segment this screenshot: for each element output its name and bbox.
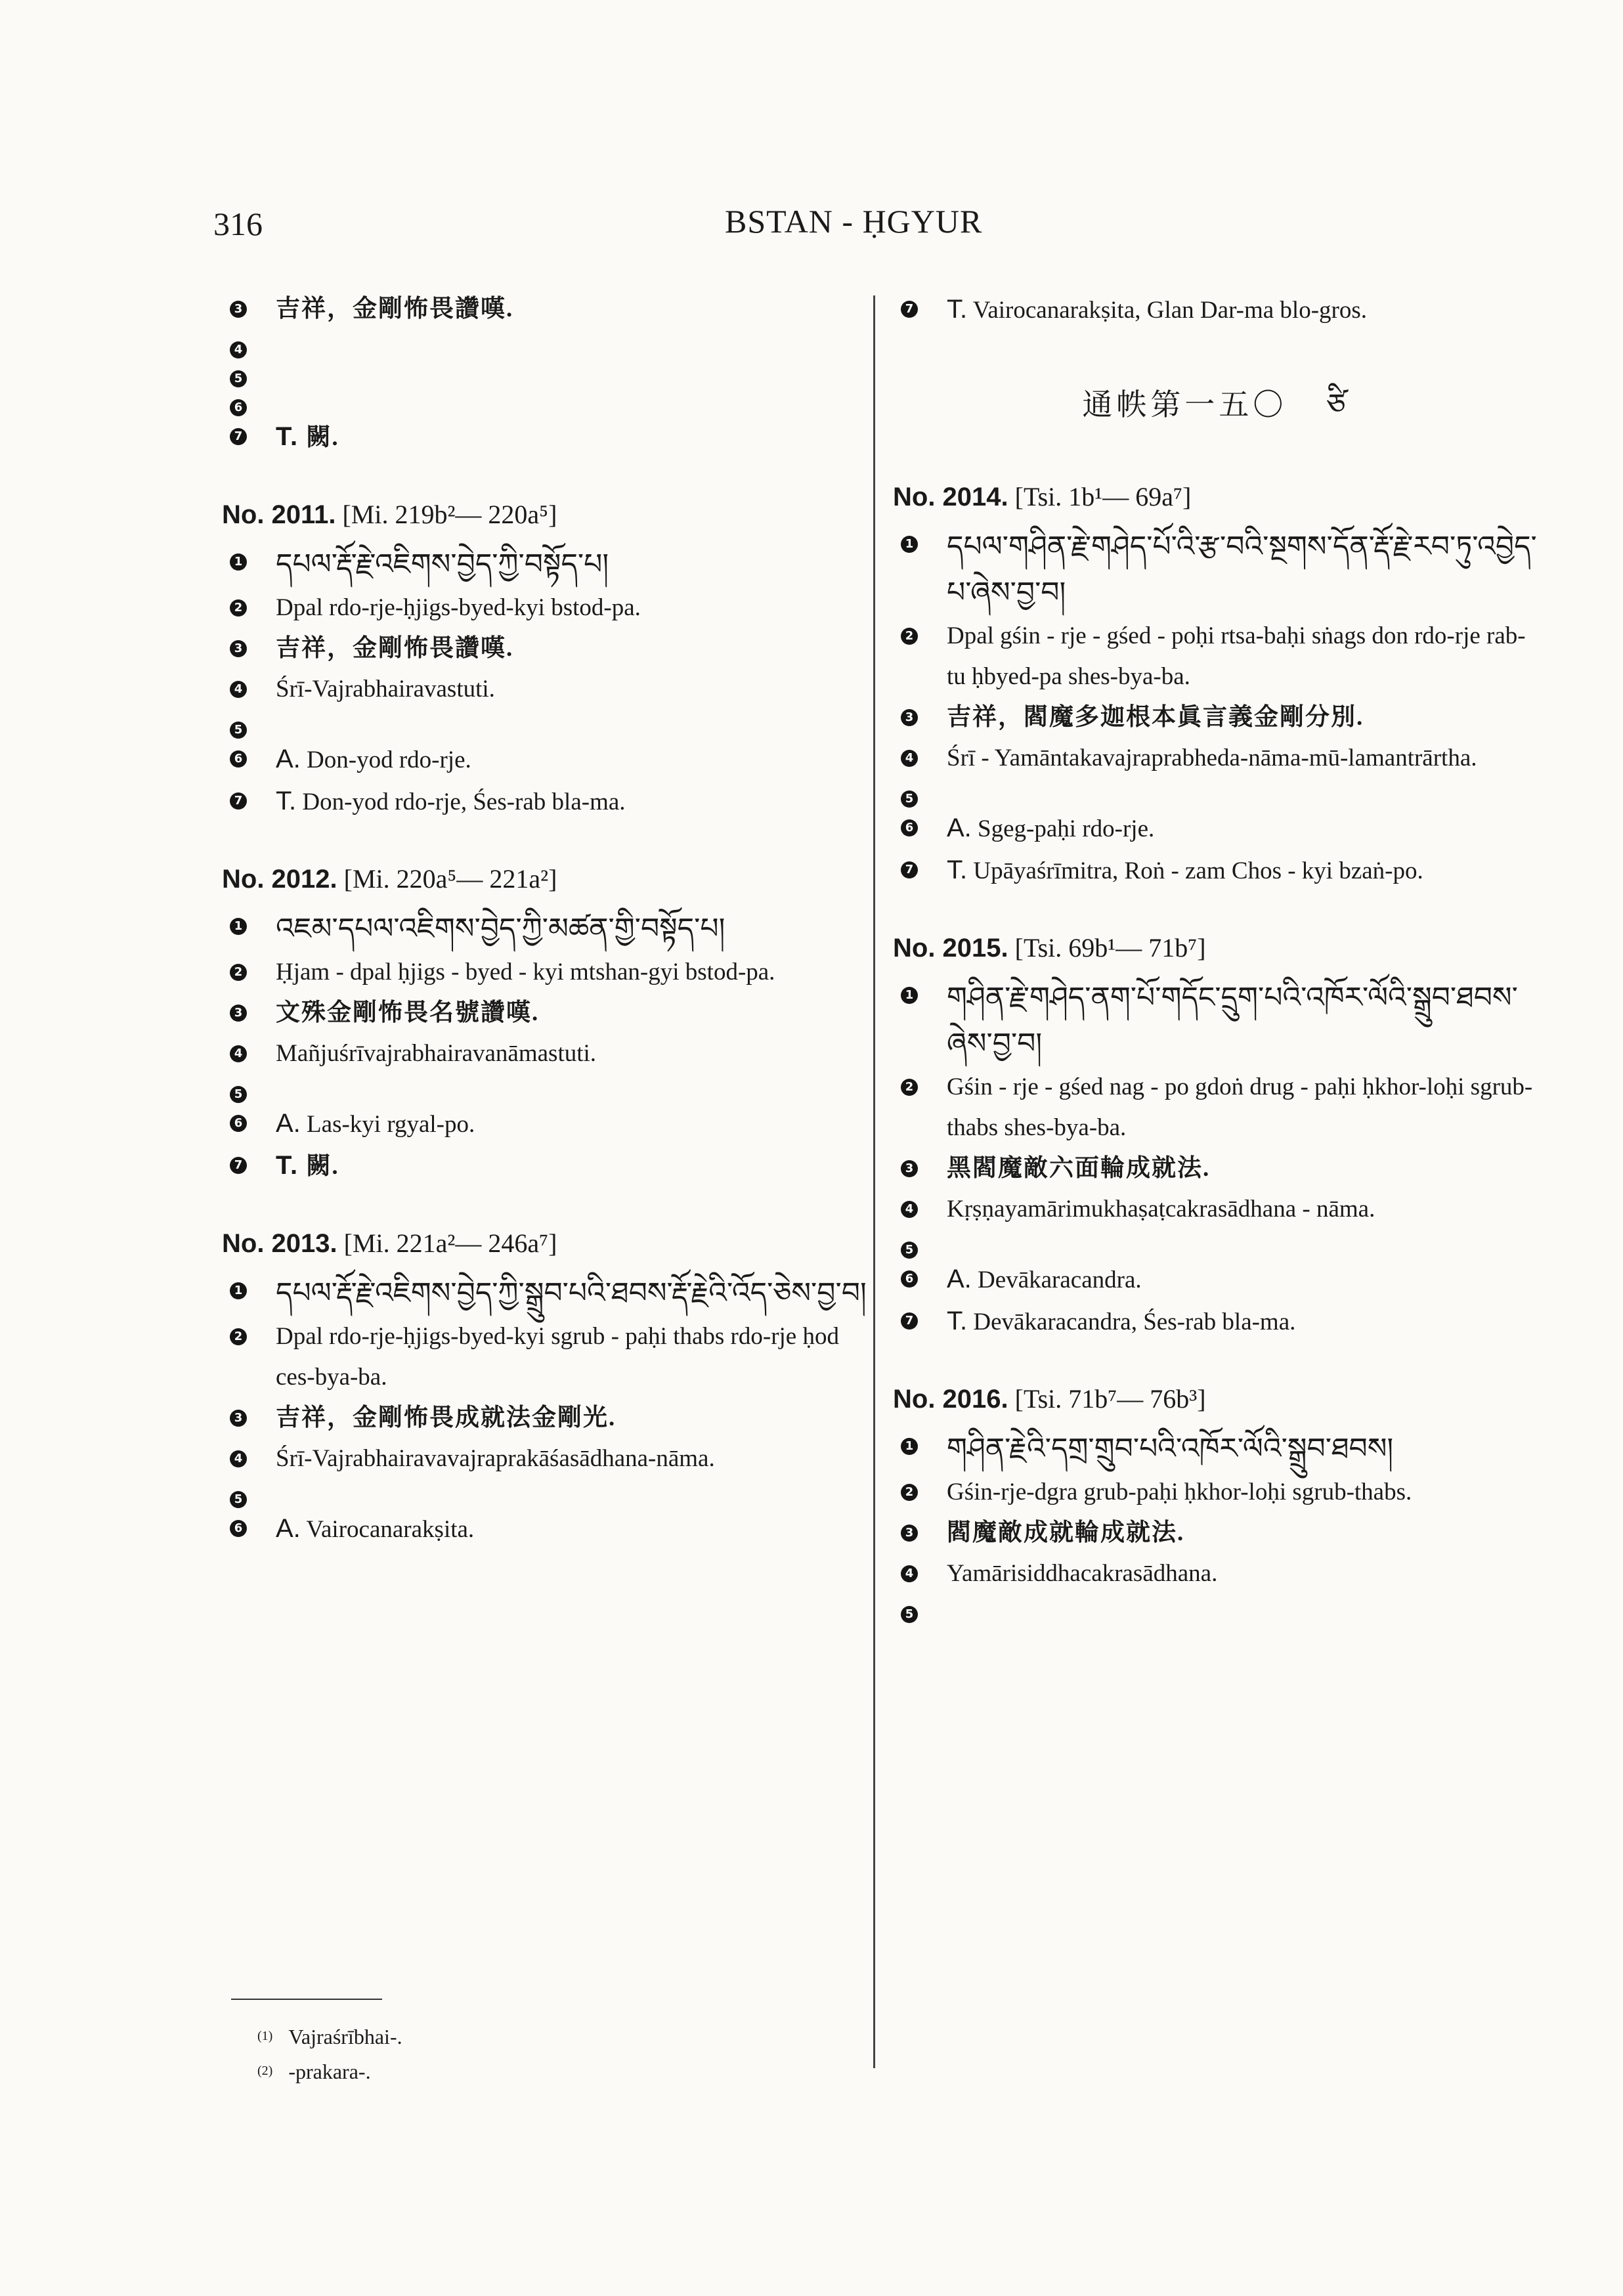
field-text (947, 975, 1544, 1067)
field-number-icon: 2 (230, 599, 247, 617)
field-value: Yamārisiddhacakrasādhana. (947, 1560, 1218, 1587)
field-value: 闕. (306, 424, 339, 451)
field-value: Kṛṣṇayamārimukhaṣaṭcakrasādhana - nāma. (947, 1196, 1375, 1223)
volume-symbol: ཙི (1326, 387, 1350, 422)
field-number-icon: 4 (901, 750, 918, 767)
entry-field (217, 289, 873, 330)
field-number-icon: 3 (230, 1005, 247, 1022)
field-text (276, 628, 873, 669)
entry-field (217, 588, 873, 628)
field-text (947, 1472, 1544, 1513)
field-value: Ḥjam - dpal ḥjigs - byed - kyi mtshan-gyi bstod-pa. (276, 959, 775, 986)
field-value: Don-yod rdo-rje. (307, 747, 471, 773)
entry-field (888, 616, 1544, 697)
entry-field (217, 1103, 873, 1145)
entry-field (217, 710, 873, 739)
field-number-icon: 2 (230, 1328, 247, 1345)
footnote-mark: (1) (257, 2029, 273, 2043)
field-number-icon: 3 (230, 301, 247, 318)
right-column (888, 289, 1544, 1664)
entry-field (888, 1067, 1544, 1148)
entry-field (888, 1148, 1544, 1189)
volume-title-text: 通帙第一五〇 (1082, 388, 1288, 422)
field-text (276, 993, 873, 1033)
field-value: 吉祥，金剛怖畏讚嘆. (276, 635, 514, 662)
running-title: BSTAN - ḤGYUR (725, 203, 983, 240)
field-number-icon: 7 (230, 428, 247, 445)
field-text (276, 588, 873, 628)
entry-field (217, 1479, 873, 1508)
entry-field (217, 358, 873, 387)
entry-number: No. 2016. (893, 1385, 1008, 1414)
field-number-icon: 4 (230, 681, 247, 698)
field-number-icon: 5 (230, 370, 247, 387)
field-number-icon: 6 (901, 819, 918, 836)
field-number-icon: 5 (901, 1606, 918, 1623)
entry-field (217, 1398, 873, 1439)
field-value: Dpal gśin - rje - gśed - poḥi rtsa-baḥi sṅags don rdo-rje rab-tu ḥbyed-pa shes-bya-ba. (947, 622, 1526, 690)
field-number-icon: 1 (230, 918, 247, 935)
entry-number: No. 2012. (222, 865, 337, 894)
catalog-entry (217, 1228, 873, 1550)
field-number-icon: 4 (230, 341, 247, 358)
page-number: 316 (213, 206, 263, 242)
field-value: Mañjuśrīvajrabhairavanāmastuti. (276, 1040, 597, 1067)
field-number-icon: 7 (230, 792, 247, 810)
entry-field (217, 1316, 873, 1398)
field-number-icon: 3 (230, 640, 247, 657)
field-label: T. (947, 295, 968, 324)
field-number-icon: 7 (901, 301, 918, 318)
entry-field (217, 1439, 873, 1479)
field-number-icon: 7 (901, 1312, 918, 1330)
entry-field (888, 808, 1544, 850)
entry-field (888, 1189, 1544, 1230)
field-number-icon: 4 (230, 1450, 247, 1467)
field-value: Dpal rdo-rje-ḥjigs-byed-kyi bstod-pa. (276, 594, 641, 621)
entry-number: No. 2015. (893, 934, 1008, 963)
entry-field (888, 1594, 1544, 1623)
entry-field (888, 975, 1544, 1067)
field-number-icon: 4 (230, 1045, 247, 1062)
field-number-icon: 1 (230, 1282, 247, 1299)
entry-field (888, 1553, 1544, 1594)
field-text (947, 616, 1544, 697)
entry-field (217, 669, 873, 710)
folio-reference: [Mi. 221a²— 246a⁷] (343, 1228, 557, 1258)
column-divider (873, 295, 875, 2068)
entry-field (217, 781, 873, 823)
field-value: Don-yod rdo-rje, Śes-rab bla-ma. (302, 789, 626, 815)
field-text (947, 697, 1544, 738)
field-text (276, 906, 873, 952)
field-value: གཤིན་རྗེའི་དགྲ་གྲུབ་པའི་འཁོར་ལོའི་སྒྲུབ་ཐབས། (947, 1432, 1394, 1465)
field-value: Devākaracandra, Śes-rab bla-ma. (973, 1309, 1296, 1335)
entry-field (888, 1230, 1544, 1259)
field-number-icon: 6 (230, 1520, 247, 1537)
field-number-icon: 1 (901, 536, 918, 553)
field-number-icon: 5 (230, 722, 247, 739)
field-text (276, 542, 873, 588)
field-text (947, 1513, 1544, 1553)
field-text (947, 1148, 1544, 1189)
entry-heading (893, 1383, 1544, 1414)
field-text (276, 1439, 873, 1479)
field-value: དཔལ་གཤིན་རྗེ་གཤེད་པོ་འི་རྩ་བའི་སྔགས་དོན་རྡོ་རྗེ་རབ་ཏུ་འབྱེད་པ་ཞེས་བྱ་བ། (947, 530, 1537, 609)
field-value: གཤིན་རྗེ་གཤེད་ནག་པོ་གདོང་དྲུག་པའི་འཁོར་ལོའི་སྒྲུབ་ཐབས་ཞེས་བྱ་བ། (947, 981, 1518, 1060)
field-number-icon: 6 (230, 750, 247, 768)
field-text (947, 738, 1544, 779)
footnote-text: -prakara-. (288, 2060, 371, 2083)
field-value: དཔལ་རྡོ་རྗེ་འཇིགས་བྱེད་ཀྱི་བསྟོད་པ། (276, 548, 609, 581)
entry-heading (893, 932, 1544, 963)
catalog-entry (888, 289, 1544, 331)
field-text (947, 1189, 1544, 1230)
field-number-icon: 4 (901, 1565, 918, 1582)
field-number-icon: 5 (901, 791, 918, 808)
field-value: Śrī-Vajrabhairavastuti. (276, 676, 495, 703)
field-value: 吉祥，金剛怖畏讚嘆. (276, 295, 514, 322)
field-value: Śrī - Yamāntakavajraprabheda-nāma-mū-lamantrārtha. (947, 745, 1477, 771)
footnotes (257, 2019, 402, 2089)
field-text (947, 524, 1544, 616)
entry-field (217, 1145, 873, 1187)
entry-field (217, 952, 873, 993)
field-value: Śrī-Vajrabhairavavajraprakāśasādhana-nāma. (276, 1445, 715, 1472)
field-value: 闕. (306, 1153, 339, 1180)
field-number-icon: 6 (901, 1270, 918, 1288)
entry-number: No. 2014. (893, 483, 1008, 511)
field-label: A. (276, 1109, 301, 1138)
field-number-icon: 2 (901, 1079, 918, 1096)
field-text (276, 1103, 873, 1145)
entry-field (217, 1508, 873, 1550)
entry-field (888, 779, 1544, 808)
footnote-rule (231, 1999, 382, 2000)
field-label: T. (276, 787, 297, 815)
field-value: 閻魔敵成就輪成就法. (947, 1519, 1185, 1546)
field-label: A. (276, 1514, 301, 1543)
field-number-icon: 5 (901, 1242, 918, 1259)
field-text (276, 289, 873, 330)
field-value: 吉祥，金剛怖畏成就法金剛光. (276, 1404, 617, 1431)
entry-field (217, 330, 873, 358)
field-text (276, 1033, 873, 1074)
field-text (276, 669, 873, 710)
field-text (947, 1067, 1544, 1148)
entry-number: No. 2011. (222, 500, 336, 529)
field-text (947, 1426, 1544, 1472)
entry-number: No. 2013. (222, 1229, 337, 1258)
field-text (276, 416, 873, 458)
field-text (947, 1301, 1544, 1343)
catalog-entry (888, 481, 1544, 892)
field-text (276, 781, 873, 823)
footnote (257, 2019, 402, 2054)
field-text (276, 952, 873, 993)
folio-reference: [Mi. 220a⁵— 221a²] (343, 864, 557, 894)
field-value: Gśin-rje-dgra grub-paḥi ḥkhor-loḥi sgrub-thabs. (947, 1479, 1412, 1505)
footnote-text: Vajraśrībhai-. (288, 2025, 402, 2048)
entry-heading (222, 499, 873, 530)
entry-heading (893, 481, 1544, 512)
folio-reference: [Tsi. 69b¹— 71b⁷] (1014, 933, 1206, 963)
field-text (276, 1508, 873, 1550)
field-value: 黑閻魔敵六面輪成就法. (947, 1155, 1211, 1182)
folio-reference: [Tsi. 71b⁷— 76b³] (1014, 1384, 1206, 1414)
field-number-icon: 7 (901, 861, 918, 878)
entry-field (217, 628, 873, 669)
field-text (947, 289, 1544, 331)
folio-reference: [Mi. 219b²— 220a⁵] (342, 500, 557, 529)
field-value: Gśin - rje - gśed nag - po gdoṅ drug - paḥi ḥkhor-loḥi sgrub-thabs shes-bya-ba. (947, 1073, 1533, 1141)
field-label: T. (276, 1151, 299, 1180)
field-number-icon: 3 (901, 1525, 918, 1542)
field-label: A. (947, 813, 972, 842)
left-column (217, 289, 873, 1591)
field-label: A. (276, 745, 301, 773)
folio-reference: [Tsi. 1b¹— 69a⁷] (1014, 482, 1192, 511)
field-text (947, 1259, 1544, 1301)
entry-field (888, 1259, 1544, 1301)
entry-field (217, 416, 873, 458)
field-number-icon: 2 (901, 1484, 918, 1501)
entry-field (888, 850, 1544, 892)
entry-field (888, 1472, 1544, 1513)
field-number-icon: 4 (901, 1201, 918, 1218)
footnote-mark: (2) (257, 2064, 273, 2078)
entry-field (888, 697, 1544, 738)
field-text (276, 1145, 873, 1187)
field-number-icon: 3 (901, 709, 918, 726)
entry-field (217, 542, 873, 588)
entry-field (217, 906, 873, 952)
field-number-icon: 5 (230, 1086, 247, 1103)
field-label: T. (947, 856, 968, 884)
field-value: Vairocanarakṣita. (306, 1516, 475, 1543)
field-label: T. (947, 1307, 968, 1335)
field-text (276, 739, 873, 781)
catalog-entry (888, 1383, 1544, 1623)
entry-field (888, 1301, 1544, 1343)
field-text (276, 1316, 873, 1398)
field-number-icon: 3 (230, 1410, 247, 1427)
field-number-icon: 5 (230, 1491, 247, 1508)
field-number-icon: 7 (230, 1157, 247, 1174)
field-text (947, 850, 1544, 892)
field-value: Dpal rdo-rje-ḥjigs-byed-kyi sgrub - paḥi thabs rdo-rje ḥod ces-bya-ba. (276, 1323, 839, 1391)
field-number-icon: 3 (901, 1160, 918, 1177)
entry-field (888, 289, 1544, 331)
field-value: 文殊金剛怖畏名號讚嘆. (276, 999, 540, 1026)
field-text (276, 1270, 873, 1316)
field-value: Vairocanarakṣita, Glan Dar-ma blo-gros. (972, 297, 1367, 324)
entry-field (217, 387, 873, 416)
catalog-entry (217, 289, 873, 458)
field-text (947, 808, 1544, 850)
entry-field (217, 739, 873, 781)
footnote (257, 2054, 402, 2089)
field-label: A. (947, 1265, 972, 1293)
entry-field (217, 1033, 873, 1074)
field-number-icon: 2 (901, 628, 918, 645)
catalog-entry (217, 863, 873, 1187)
entry-field (217, 1270, 873, 1316)
field-value: འཇམ་དཔལ་འཇིགས་བྱེད་ཀྱི་མཚན་གྱི་བསྟོད་པ། (276, 912, 725, 945)
field-value: Upāyaśrīmitra, Roṅ - zam Chos - kyi bzaṅ-po. (973, 857, 1423, 884)
field-value: 吉祥，閻魔多迦根本眞言義金剛分別. (947, 704, 1364, 731)
field-value: དཔལ་རྡོ་རྗེ་འཇིགས་བྱེད་ཀྱི་སྒྲུབ་པའི་ཐབས་རྡོ་རྗེའི་འོད་ཅེས་བྱ་བ། (276, 1276, 867, 1310)
entry-field (888, 1426, 1544, 1472)
field-number-icon: 1 (901, 1438, 918, 1455)
entry-heading (222, 1228, 873, 1259)
field-text (947, 1553, 1544, 1594)
field-number-icon: 6 (230, 399, 247, 416)
entry-field (217, 993, 873, 1033)
field-number-icon: 1 (230, 553, 247, 571)
field-value: Las-kyi rgyal-po. (307, 1111, 475, 1138)
entry-field (217, 1074, 873, 1103)
field-number-icon: 6 (230, 1115, 247, 1132)
entry-field (888, 1513, 1544, 1553)
entry-field (888, 738, 1544, 779)
entry-field (888, 524, 1544, 616)
field-value: Devākaracandra. (978, 1267, 1142, 1293)
catalog-entry (888, 932, 1544, 1343)
entry-heading (222, 863, 873, 894)
field-label: T. (276, 422, 299, 451)
volume-title (888, 372, 1544, 456)
field-value: Sgeg-paḥi rdo-rje. (978, 815, 1155, 842)
field-number-icon: 1 (901, 987, 918, 1004)
field-number-icon: 2 (230, 964, 247, 981)
catalog-entry (217, 499, 873, 823)
field-text (276, 1398, 873, 1439)
